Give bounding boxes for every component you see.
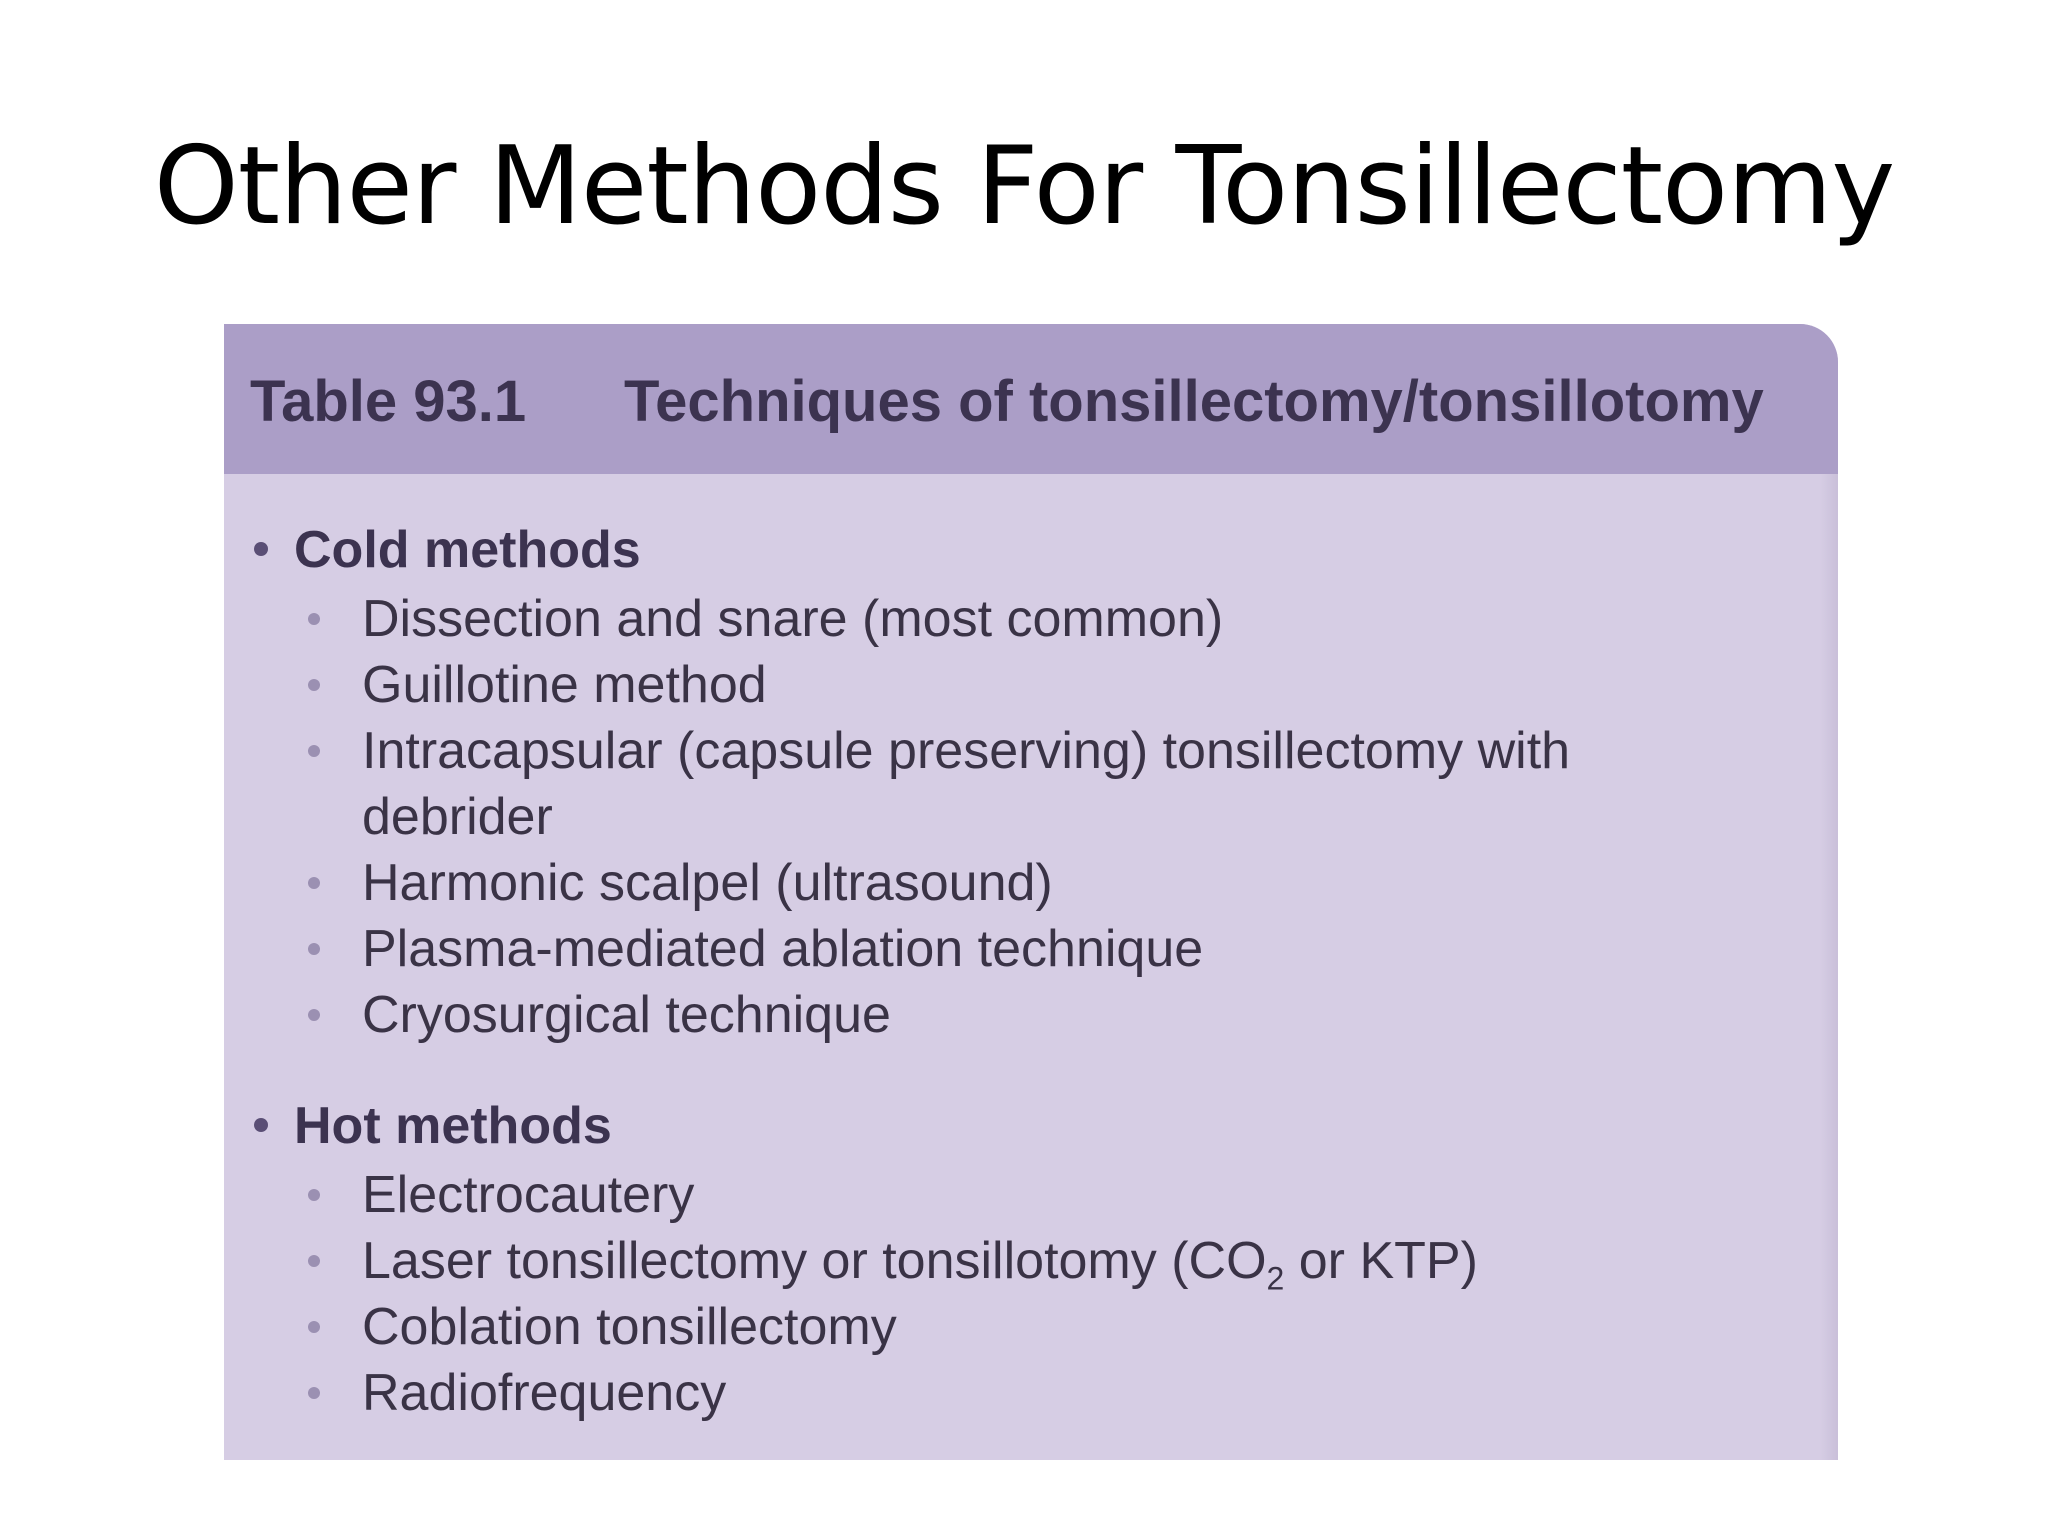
list-item-text: Coblation tonsillectomy	[362, 1298, 897, 1356]
list-item-text: Guillotine method	[362, 656, 767, 714]
list-item	[308, 652, 1742, 718]
list-item	[308, 916, 1742, 982]
list-item-text: Harmonic scalpel (ultrasound)	[362, 854, 1053, 912]
table-edge-shadow	[1820, 474, 1838, 1460]
list-item-text: Cryosurgical technique	[362, 986, 891, 1044]
table-box	[224, 324, 1838, 1460]
list-item-text-continued: debrider	[362, 788, 553, 846]
list-item	[308, 718, 1742, 850]
cold-methods-list	[308, 586, 1742, 1048]
subscript-text: 2	[1266, 1260, 1285, 1297]
list-item-text: Electrocautery	[362, 1166, 695, 1224]
slide-title: Other Methods For Tonsillectomy	[153, 124, 1895, 249]
list-item	[308, 1228, 1742, 1297]
bullet-icon	[308, 679, 320, 691]
bullet-icon	[308, 943, 320, 955]
hot-methods-list	[308, 1162, 1742, 1426]
list-item	[308, 1162, 1742, 1228]
table-header	[224, 324, 1838, 474]
list-item	[308, 586, 1742, 652]
list-item	[308, 982, 1742, 1048]
bullet-icon	[308, 1387, 320, 1399]
cold-methods-heading-text: Cold methods	[294, 521, 641, 579]
list-item-text: Dissection and snare (most common)	[362, 590, 1224, 648]
bullet-icon	[254, 542, 268, 556]
list-item	[308, 1360, 1742, 1426]
hot-methods-heading-text: Hot methods	[294, 1097, 612, 1155]
bullet-icon	[308, 745, 320, 757]
bullet-icon	[308, 1321, 320, 1333]
cold-methods-heading	[254, 520, 641, 580]
bullet-icon	[308, 1255, 320, 1267]
list-item-text-tail: or KTP)	[1284, 1232, 1478, 1290]
list-item	[308, 1294, 1742, 1360]
list-item-text: Plasma-mediated ablation technique	[362, 920, 1204, 978]
bullet-icon	[308, 877, 320, 889]
bullet-icon	[254, 1118, 268, 1132]
bullet-icon	[308, 1009, 320, 1021]
hot-methods-heading	[254, 1096, 612, 1156]
list-item-text: Laser tonsillectomy or tonsillotomy (CO	[362, 1232, 1267, 1290]
table-caption: Techniques of tonsillectomy/tonsillotomy	[624, 369, 1764, 434]
list-item	[308, 850, 1742, 916]
table-number: Table 93.1	[250, 369, 527, 434]
bullet-icon	[308, 1189, 320, 1201]
list-item-text: Intracapsular (capsule preserving) tonsillectomy with	[362, 722, 1571, 780]
list-item-text: Radiofrequency	[362, 1364, 727, 1422]
bullet-icon	[308, 613, 320, 625]
